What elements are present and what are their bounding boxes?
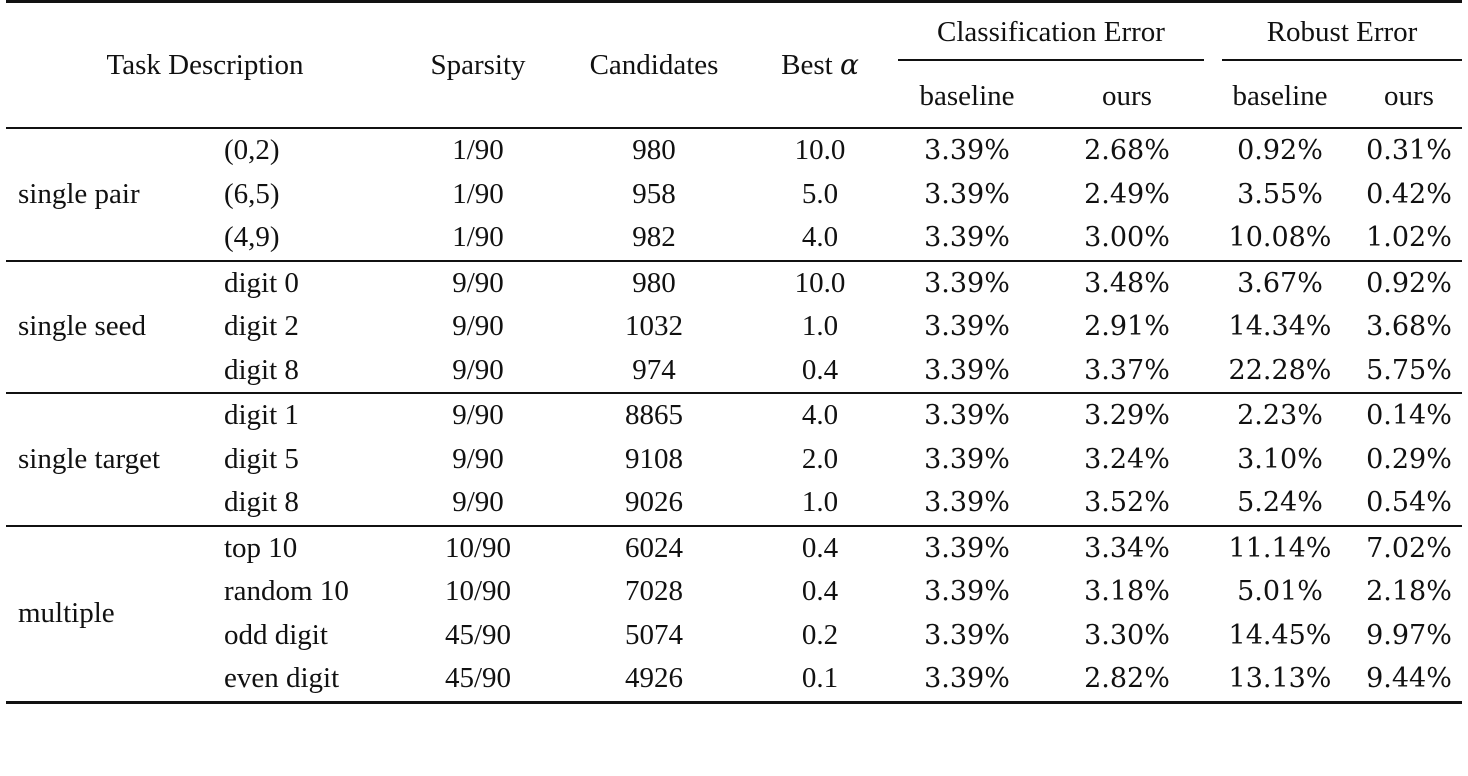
best-alpha-cell: 5.0	[801, 177, 839, 210]
rob-ours-cell: 2.18%	[1366, 576, 1452, 608]
rob-baseline-cell: 5.24%	[1237, 487, 1323, 519]
task-cell-name: random 10	[224, 575, 349, 608]
group-label: single seed	[18, 310, 147, 343]
candidates-cell: 8865	[625, 399, 683, 432]
cls-ours-cell: 3.37%	[1084, 354, 1170, 386]
header-rob-baseline: baseline	[1232, 79, 1328, 112]
cls-baseline-cell: 3.39%	[924, 487, 1010, 519]
task-cell-name: digit 2	[224, 310, 299, 343]
group-label: multiple	[18, 597, 115, 629]
task-cell-name: digit 1	[224, 399, 299, 432]
candidates-cell: 7028	[625, 575, 683, 608]
table-row	[6, 570, 1462, 614]
cls-ours-cell: 3.00%	[1084, 222, 1170, 254]
sparsity-cell: 9/90	[452, 399, 504, 432]
best-alpha-cell: 4.0	[801, 221, 839, 254]
table-row	[6, 349, 1462, 394]
candidates-cell: 980	[632, 266, 676, 299]
task-cell-name: digit 8	[224, 486, 299, 519]
candidates-cell: 5074	[625, 618, 683, 651]
table-body	[6, 128, 1462, 702]
table-row	[6, 526, 1462, 571]
rob-baseline-cell: 5.01%	[1237, 576, 1323, 608]
rob-baseline-cell: 2.23%	[1237, 400, 1323, 432]
cls-ours-cell: 2.91%	[1084, 311, 1170, 343]
task-cell-name: (0,2)	[224, 134, 280, 167]
cls-baseline-cell: 3.39%	[924, 178, 1010, 210]
best-alpha-cell: 1.0	[801, 486, 839, 519]
candidates-cell: 958	[632, 177, 676, 210]
best-alpha-cell: 0.4	[801, 575, 839, 608]
header-cls-ours: ours	[1102, 79, 1152, 112]
rob-baseline-cell: 10.08%	[1228, 222, 1332, 254]
best-alpha-cell: 10.0	[794, 266, 846, 299]
group-label: single pair	[18, 177, 140, 210]
sparsity-cell: 10/90	[444, 575, 512, 608]
rob-ours-cell: 7.02%	[1366, 532, 1452, 564]
best-alpha-cell: 0.1	[801, 662, 839, 695]
candidates-cell: 4926	[625, 662, 683, 695]
rob-ours-cell: 5.75%	[1366, 354, 1452, 386]
table-row	[6, 393, 1462, 438]
table-header	[6, 2, 1462, 129]
header-task-description: Task Description	[106, 48, 304, 81]
cls-baseline-cell: 3.39%	[924, 663, 1010, 695]
sparsity-cell: 9/90	[452, 353, 504, 386]
header-rob-ours: ours	[1384, 79, 1434, 112]
rob-baseline-cell: 13.13%	[1228, 663, 1332, 695]
sparsity-cell: 45/90	[444, 662, 512, 695]
task-cell-name: odd digit	[224, 618, 328, 651]
rob-ours-cell: 0.31%	[1366, 135, 1452, 167]
table-row	[6, 614, 1462, 658]
header-best-alpha-label: Best	[781, 48, 840, 81]
cls-ours-cell: 3.24%	[1084, 443, 1170, 475]
candidates-cell: 9108	[625, 442, 683, 475]
cls-baseline-cell: 3.39%	[924, 576, 1010, 608]
table-row	[6, 305, 1462, 349]
best-alpha-cell: 4.0	[801, 399, 839, 432]
header-candidates: Candidates	[589, 48, 719, 81]
table-row	[6, 128, 1462, 173]
header-classification-error-label: Classification Error	[898, 8, 1204, 61]
best-alpha-cell: 1.0	[801, 310, 839, 343]
candidates-cell: 1032	[625, 310, 683, 343]
cls-baseline-cell: 3.39%	[924, 267, 1010, 299]
cls-baseline-cell: 3.39%	[924, 354, 1010, 386]
rob-baseline-cell: 0.92%	[1237, 135, 1323, 167]
cls-baseline-cell: 3.39%	[924, 532, 1010, 564]
header-sparsity: Sparsity	[430, 48, 526, 81]
cls-ours-cell: 3.29%	[1084, 400, 1170, 432]
best-alpha-cell: 0.4	[801, 353, 839, 386]
sparsity-cell: 9/90	[452, 442, 504, 475]
table-row	[6, 481, 1462, 526]
rob-baseline-cell: 3.67%	[1237, 267, 1323, 299]
rob-baseline-cell: 22.28%	[1228, 354, 1332, 386]
header-robust-error-label: Robust Error	[1222, 8, 1462, 61]
rob-ours-cell: 1.02%	[1366, 222, 1452, 254]
sparsity-cell: 9/90	[452, 266, 504, 299]
task-cell-name: digit 8	[224, 353, 299, 386]
rob-ours-cell: 0.14%	[1366, 400, 1452, 432]
best-alpha-cell: 0.4	[801, 531, 839, 564]
rob-ours-cell: 9.44%	[1366, 663, 1452, 695]
rob-ours-cell: 0.92%	[1366, 267, 1452, 299]
rob-ours-cell: 0.29%	[1366, 443, 1452, 475]
header-classification-error	[884, 2, 1204, 66]
rob-baseline-cell: 11.14%	[1228, 532, 1332, 564]
candidates-cell: 980	[632, 134, 676, 167]
task-cell-name: (4,9)	[224, 221, 280, 254]
table-row	[6, 173, 1462, 217]
header-alpha-symbol: α	[839, 47, 859, 81]
cls-ours-cell: 2.49%	[1084, 178, 1170, 210]
task-cell-name: even digit	[224, 662, 340, 695]
sparsity-cell: 9/90	[452, 310, 504, 343]
sparsity-cell: 10/90	[444, 531, 512, 564]
rob-baseline-cell: 14.45%	[1228, 619, 1332, 651]
candidates-cell: 9026	[625, 486, 683, 519]
best-alpha-cell: 2.0	[801, 442, 839, 475]
table-row	[6, 438, 1462, 482]
group-label: single target	[18, 442, 161, 475]
table-row	[6, 261, 1462, 306]
sparsity-cell: 45/90	[444, 618, 512, 651]
sparsity-cell: 1/90	[452, 134, 504, 167]
cls-ours-cell: 3.18%	[1084, 576, 1170, 608]
rob-ours-cell: 0.42%	[1366, 178, 1452, 210]
cls-ours-cell: 3.30%	[1084, 619, 1170, 651]
table-row	[6, 657, 1462, 702]
sparsity-cell: 9/90	[452, 486, 504, 519]
task-cell-name: (6,5)	[224, 177, 280, 210]
rob-baseline-cell: 3.55%	[1237, 178, 1323, 210]
task-cell-name: digit 5	[224, 442, 299, 475]
cls-baseline-cell: 3.39%	[924, 443, 1010, 475]
candidates-cell: 974	[632, 353, 676, 386]
candidates-cell: 982	[632, 221, 676, 254]
task-cell-name: digit 0	[224, 266, 299, 299]
sparsity-cell: 1/90	[452, 221, 504, 254]
rob-ours-cell: 0.54%	[1366, 487, 1452, 519]
cls-baseline-cell: 3.39%	[924, 311, 1010, 343]
best-alpha-cell: 10.0	[794, 134, 846, 167]
best-alpha-cell: 0.2	[801, 618, 839, 651]
cls-ours-cell: 2.68%	[1084, 135, 1170, 167]
rob-ours-cell: 9.97%	[1366, 619, 1452, 651]
cls-ours-cell: 3.48%	[1084, 267, 1170, 299]
sparsity-cell: 1/90	[452, 177, 504, 210]
cls-ours-cell: 3.52%	[1084, 487, 1170, 519]
candidates-cell: 6024	[625, 531, 683, 564]
rob-ours-cell: 3.68%	[1366, 311, 1452, 343]
results-table	[6, 0, 1462, 704]
rob-baseline-cell: 3.10%	[1237, 443, 1323, 475]
header-cls-baseline: baseline	[919, 79, 1015, 112]
header-best-alpha	[756, 2, 884, 129]
cls-ours-cell: 2.82%	[1084, 663, 1170, 695]
cls-ours-cell: 3.34%	[1084, 532, 1170, 564]
header-robust-error	[1204, 2, 1462, 66]
cls-baseline-cell: 3.39%	[924, 619, 1010, 651]
cls-baseline-cell: 3.39%	[924, 222, 1010, 254]
table-row	[6, 216, 1462, 261]
cls-baseline-cell: 3.39%	[924, 400, 1010, 432]
task-cell-name: top 10	[224, 531, 298, 564]
rob-baseline-cell: 14.34%	[1228, 311, 1332, 343]
cls-baseline-cell: 3.39%	[924, 135, 1010, 167]
